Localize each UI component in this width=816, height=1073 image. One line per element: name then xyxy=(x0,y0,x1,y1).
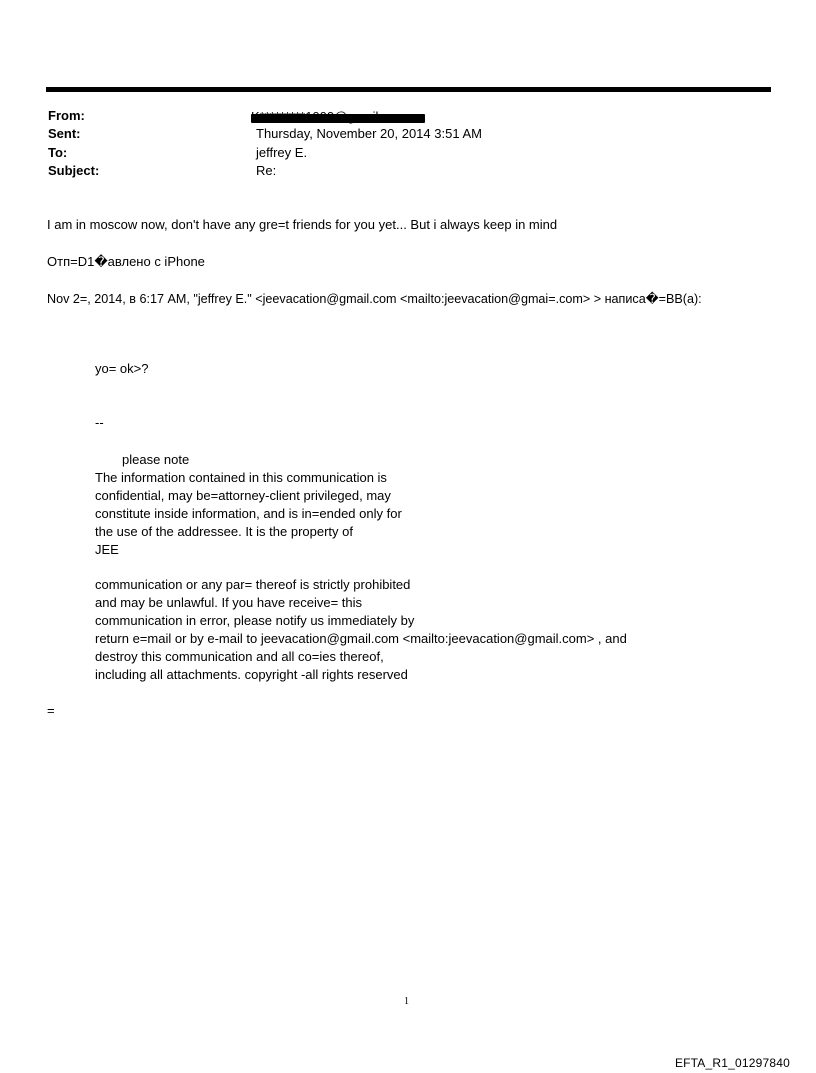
to-label: To: xyxy=(48,145,68,160)
page-number: 1 xyxy=(404,996,409,1007)
to-value: jeffrey E. xyxy=(256,145,308,160)
body-line-2: Отп=D1�авлено с iPhone xyxy=(47,254,205,269)
header-rule xyxy=(46,87,771,92)
from-label: From: xyxy=(48,108,85,123)
redaction-bar xyxy=(251,114,425,123)
disclaimer-line: confidential, may be=attorney-client privileged, may xyxy=(95,488,391,503)
disclaimer-line: JEE xyxy=(95,542,119,557)
sent-value: Thursday, November 20, 2014 3:51 AM xyxy=(256,126,482,141)
sent-label: Sent: xyxy=(48,126,81,141)
body-line-1: I am in moscow now, don't have any gre=t friends for you yet... But i always keep in mind xyxy=(47,217,558,232)
subject-value: Re: xyxy=(256,163,277,178)
disclaimer-line: The information contained in this communication is xyxy=(95,470,387,485)
quote-line-1: yo= ok>? xyxy=(95,361,149,376)
disclaimer-line: the use of the addressee. It is the property of xyxy=(95,524,353,539)
disclaimer-line: including all attachments. copyright -all rights reserved xyxy=(95,667,408,682)
trailer-mark: = xyxy=(47,703,55,718)
disclaimer-line: return e=mail or by e-mail to jeevacation@gmail.com <mailto:jeevacation@gmail.com> , and xyxy=(95,631,627,646)
document-id: EFTA_R1_01297840 xyxy=(674,1056,790,1070)
body-line-3: Nov 2=, 2014, в 6:17 AM, "jeffrey E." <jeevacation@gmail.com <mailto:jeevacation@gmai=.com> > написа�=BB(a): xyxy=(47,292,702,306)
quote-line-2: -- xyxy=(95,415,104,430)
note-title: please note xyxy=(122,452,190,467)
disclaimer-line: and may be unlawful. If you have receive= this xyxy=(95,595,363,610)
disclaimer-line: destroy this communication and all co=ies thereof, xyxy=(95,649,384,664)
disclaimer-line: communication in error, please notify us immediately by xyxy=(95,613,415,628)
disclaimer-line: constitute inside information, and is in=ended only for xyxy=(95,506,402,521)
disclaimer-line: communication or any par= thereof is strictly prohibited xyxy=(95,577,411,592)
subject-label: Subject: xyxy=(48,163,100,178)
